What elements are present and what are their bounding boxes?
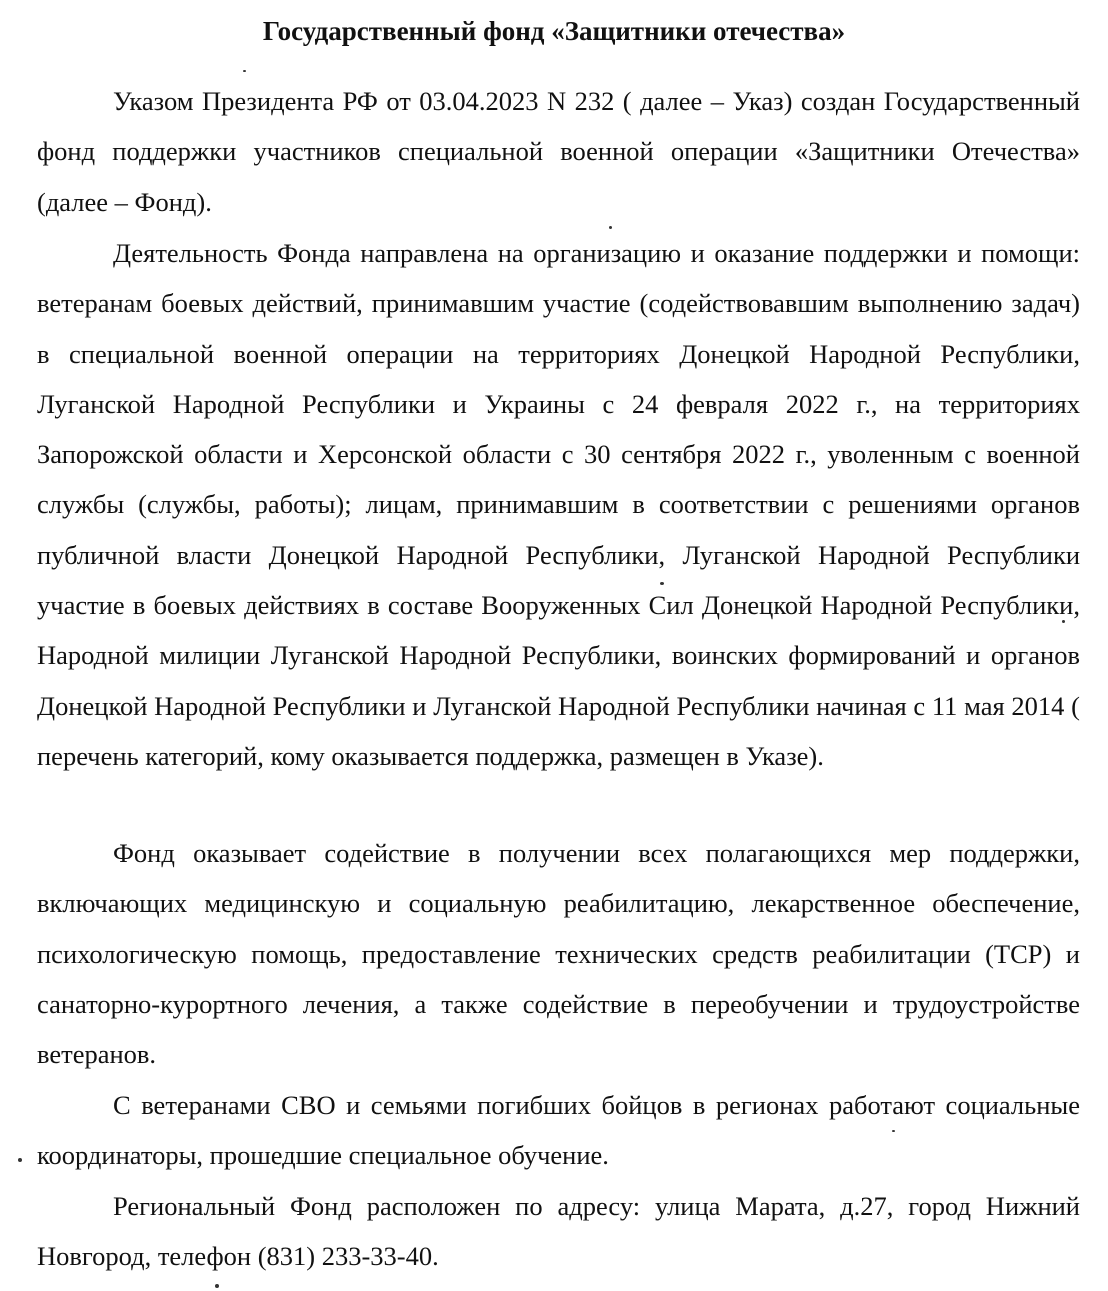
document-title: Государственный фонд «Защитники отечества» (262, 16, 846, 46)
scan-speck (609, 226, 612, 229)
paragraph-support-measures: Фонд оказывает содействие в получении всех полагающихся мер поддержки, включающих медицинскую и социальную реабилитацию, лекарственное обеспечение, психологическую помощь, предоставление технических средств реабилитации (ТСР) и санаторно-курортного лечения, а также содействие в переобучении и трудоустройстве ветеранов. (37, 838, 1080, 1070)
scan-speck (18, 1158, 22, 1162)
paragraph-fund-activity: Деятельность Фонда направлена на организацию и оказание поддержки и помощи: ветеранам боевых действий, принимавшим участие (содействовавшим выполнению задач) в специальной военной операции на территориях Донецкой Народной Республики, Луганской Народной Республики и Украины с 24 февраля 2022 г., на территориях Запорожской области и Херсонской области с 30 сентября 2022 г., уволенным с военной службы (службы, работы); лицам, принимавшим в соответствии с решениями органов публичной власти Донецкой Народной Республики, Луганской Народной Республики участие в боевых действиях в составе Вооруженных Сил Донецкой Народной Республики, Народной милиции Луганской Народной Республики, воинских формирований и органов Донецкой Народной Республики и Луганской Народной Республики начиная с 11 мая 2014 ( перечень категорий, кому оказывается поддержка, размещен в Указе). (37, 238, 1080, 771)
scan-speck (243, 70, 246, 72)
scan-speck (1062, 620, 1065, 623)
paragraph-regional-address: Региональный Фонд расположен по адресу: улица Марата, д.27, город Нижний Новгород, телефон (831) 233-33-40. (37, 1191, 1080, 1272)
paragraph-coordinators: С ветеранами СВО и семьями погибших бойцов в регионах работают социальные координаторы, прошедшие специальное обучение. (37, 1090, 1080, 1171)
scan-speck (215, 1284, 219, 1288)
scan-speck (660, 582, 664, 585)
paragraph-decree: Указом Президента РФ от 03.04.2023 N 232 ( далее – Указ) создан Государственный фонд поддержки участников специальной военной операции «Защитники Отечества» (далее – Фонд). (37, 86, 1080, 217)
scan-speck (892, 1130, 895, 1132)
